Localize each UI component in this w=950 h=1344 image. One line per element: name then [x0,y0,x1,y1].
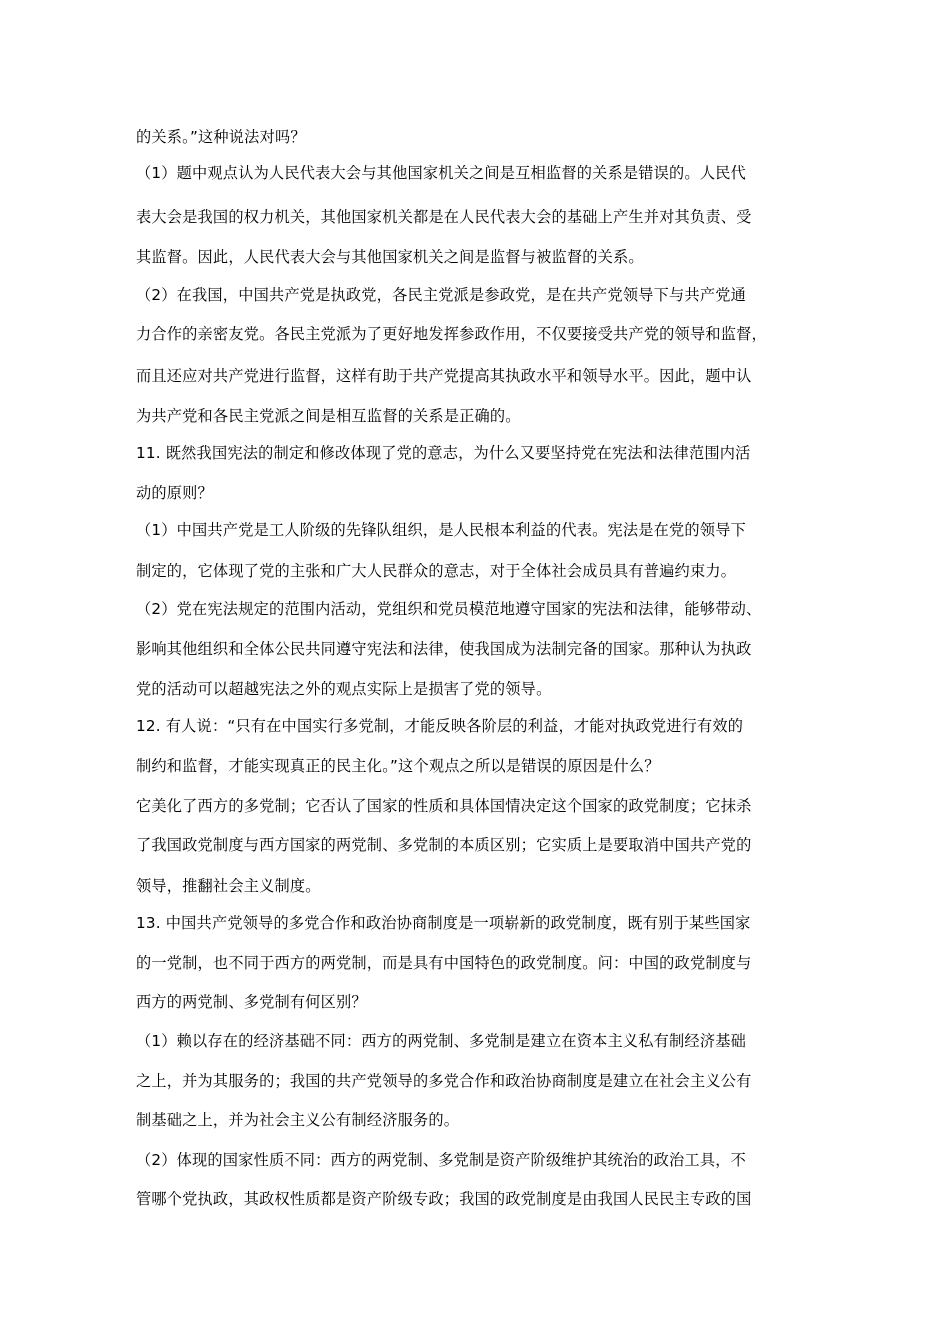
text-line: （2）党在宪法规定的范围内活动，党组织和党员模范地遵守国家的宪法和法律，能够带动、 [136,600,762,618]
text-line: 领导，推翻社会主义制度。 [136,877,321,895]
text-line: （2）体现的国家性质不同：西方的两党制、多党制是资产阶级维护其统治的政治工具，不 [136,1151,746,1169]
text-line: 动的原则？ [136,484,213,502]
text-line: 13. 中国共产党领导的多党合作和政治协商制度是一项崭新的政党制度，既有别于某些国家 [136,914,751,932]
text-line: 制定的，它体现了党的主张和广大人民群众的意志，对于全体社会成员具有普遍约束力。 [136,562,737,580]
text-line: 力合作的亲密友党。各民主党派为了更好地发挥参政作用，不仅要接受共产党的领导和监督， [136,325,767,343]
text-line: 11. 既然我国宪法的制定和修改体现了党的意志，为什么又要坚持党在宪法和法律范围内活 [136,444,751,462]
text-line: 党的活动可以超越宪法之外的观点实际上是损害了党的领导。 [136,680,552,698]
text-line: 管哪个党执政，其政权性质都是资产阶级专政；我国的政党制度是由我国人民民主专政的国 [136,1190,752,1208]
text-line: 了我国政党制度与西方国家的两党制、多党制的本质区别；它实质上是要取消中国共产党的 [136,836,752,854]
text-line: 为共产党和各民主党派之间是相互监督的关系是正确的。 [136,407,521,425]
text-line: 的关系。”这种说法对吗？ [136,128,306,146]
text-line: （2）在我国，中国共产党是执政党，各民主党派是参政党，是在共产党领导下与共产党通 [136,286,746,304]
text-line: （1）中国共产党是工人阶级的先锋队组织，是人民根本利益的代表。宪法是在党的领导下 [136,521,746,539]
text-line: 而且还应对共产党进行监督，这样有助于共产党提高其执政水平和领导水平。因此，题中认 [136,367,752,385]
text-line: （1）赖以存在的经济基础不同：西方的两党制、多党制是建立在资本主义私有制经济基础 [136,1032,746,1050]
text-line: 它美化了西方的多党制；它否认了国家的性质和具体国情决定这个国家的政党制度；它抹杀 [136,797,752,815]
text-line: 的一党制，也不同于西方的两党制，而是具有中国特色的政党制度。问：中国的政党制度与 [136,954,752,972]
text-line: 西方的两党制、多党制有何区别？ [136,993,367,1011]
text-line: （1）题中观点认为人民代表大会与其他国家机关之间是互相监督的关系是错误的。人民代 [136,164,746,182]
text-line: 之上，并为其服务的；我国的共产党领导的多党合作和政治协商制度是建立在社会主义公有 [136,1072,752,1090]
text-line: 表大会是我国的权力机关，其他国家机关都是在人民代表大会的基础上产生并对其负责、受 [136,208,752,226]
text-line: 制基础之上，并为社会主义公有制经济服务的。 [136,1111,460,1129]
text-line: 其监督。因此，人民代表大会与其他国家机关之间是监督与被监督的关系。 [136,248,644,266]
text-line: 制约和监督，才能实现真正的民主化。”这个观点之所以是错误的原因是什么？ [136,757,660,775]
text-line: 12. 有人说：“只有在中国实行多党制，才能反映各阶层的利益，才能对执政党进行有效的 [136,717,744,735]
text-line: 影响其他组织和全体公民共同遵守宪法和法律，使我国成为法制完备的国家。那种认为执政 [136,640,752,658]
